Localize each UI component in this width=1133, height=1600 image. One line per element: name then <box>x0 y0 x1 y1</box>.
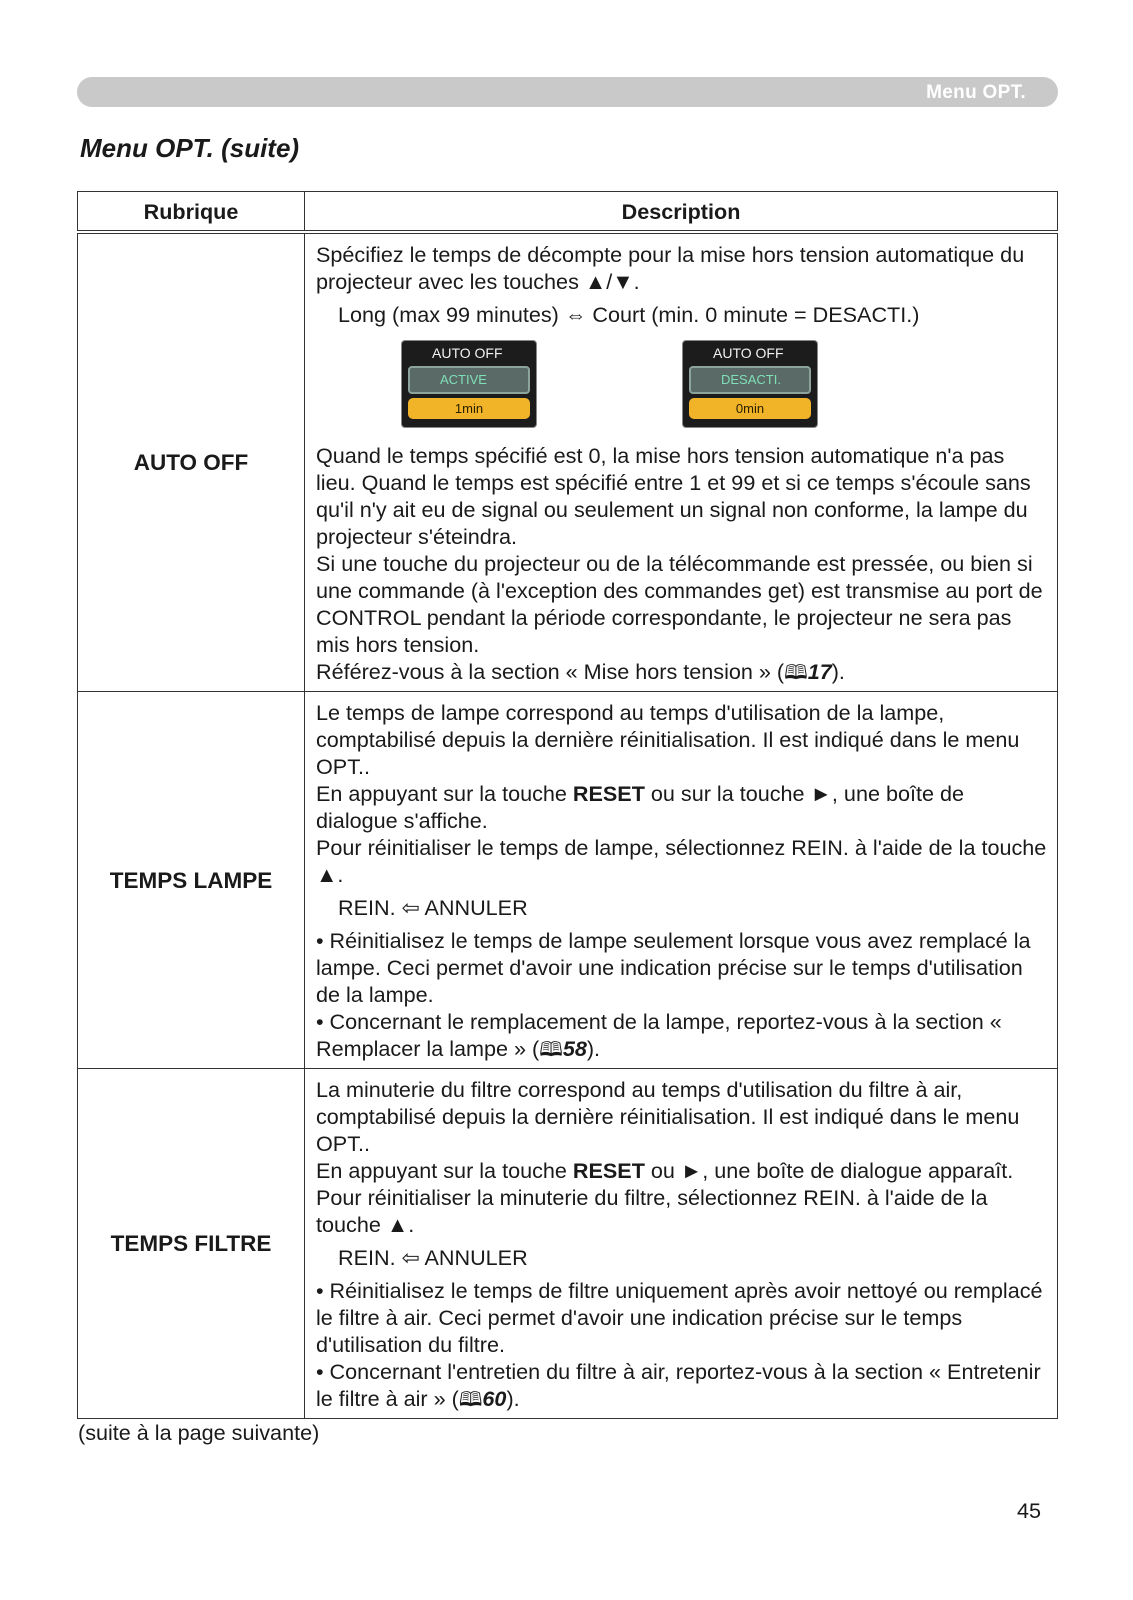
osd-auto-off-desacti <box>682 340 818 428</box>
text: • Concernant l'entretien du filtre à air, reportez-vous à la section « Entretenir le filtre à air » ( <box>316 1359 1041 1411</box>
osd-title: AUTO OFF <box>432 345 503 361</box>
rubrique-temps-lampe: TEMPS LAMPE <box>78 692 305 1069</box>
filtre-intro: La minuterie du filtre correspond au temps d'utilisation du filtre à air, comptabilisé depuis la dernière réinitialisation. Il est indiqué dans le menu OPT.. <box>316 1077 1020 1156</box>
header-label: Menu OPT. <box>926 82 1026 103</box>
description-temps-lampe <box>305 692 1058 1069</box>
header-bar <box>77 77 1058 107</box>
page-ref-link[interactable]: 60 <box>482 1386 507 1411</box>
auto-off-zero-note: Quand le temps spécifié est 0, la mise hors tension automatique n'a pas lieu. Quand le temps est spécifié entre 1 et 99 et si ce temps s'écoule sans qu'il n'y ait eu de signal ou seulement un signal non conforme, la lampe du projecteur s'éteindra. <box>316 443 1031 549</box>
osd-auto-off-active <box>401 340 537 428</box>
text: ). <box>506 1386 520 1411</box>
lampe-bullet-1: • Réinitialisez le temps de lampe seulement lorsque vous avez remplacé la lampe. Ceci permet d'avoir une indication précise sur le temps d'utilisation de la lampe. <box>316 928 1031 1007</box>
table-row <box>78 232 1058 692</box>
description-auto-off <box>305 232 1058 692</box>
lampe-reset-note <box>316 780 1049 834</box>
osd-status: DESACTI. <box>689 366 811 394</box>
header-rubrique: Rubrique <box>78 192 305 233</box>
table-header-row <box>78 192 1058 233</box>
text: ). <box>586 1036 601 1061</box>
osd-examples <box>316 340 1049 428</box>
lampe-intro: Le temps de lampe correspond au temps d'utilisation de la lampe, comptabilisé depuis la dernière réinitialisation. Il est indiqué dans le menu OPT.. <box>316 700 1020 779</box>
lampe-choice: REIN. ⇦ ANNULER <box>338 895 528 920</box>
menu-table <box>77 191 1058 1419</box>
osd-status: ACTIVE <box>408 366 530 394</box>
book-reference-icon: 🕮 <box>458 1389 483 1411</box>
auto-off-reference <box>316 658 1049 685</box>
text: En appuyant sur la touche <box>316 781 573 806</box>
auto-off-key-note: Si une touche du projecteur ou de la télécommande est pressée, ou bien si une commande (à l'exception des commandes get) est transmise au port de CONTROL pendant la période correspondante, le projecteur ne sera pas mis hors tension. <box>316 551 1043 657</box>
rubrique-auto-off: AUTO OFF <box>78 232 305 692</box>
osd-value: 0min <box>689 398 811 419</box>
filtre-reinit-note: Pour réinitialiser la minuterie du filtre, sélectionnez REIN. à l'aide de la touche ▲. <box>316 1185 988 1237</box>
rubrique-temps-filtre: TEMPS FILTRE <box>78 1069 305 1419</box>
reset-key-label: RESET <box>572 781 645 806</box>
lampe-reinit-note: Pour réinitialiser le temps de lampe, sélectionnez REIN. à l'aide de la touche ▲. <box>316 835 1047 887</box>
book-reference-icon: 🕮 <box>784 662 808 684</box>
auto-off-range: Long (max 99 minutes) ⇔ Court (min. 0 minute = DESACTI.) <box>338 302 920 327</box>
auto-off-intro: Spécifiez le temps de décompte pour la mise hors tension automatique du projecteur avec les touches ▲/▼. <box>316 242 1025 294</box>
header-description: Description <box>305 192 1058 233</box>
ref-text: ). <box>831 659 845 684</box>
filtre-reset-note <box>316 1157 1049 1184</box>
description-temps-filtre <box>305 1069 1058 1419</box>
text: En appuyant sur la touche <box>316 1158 573 1183</box>
text: ou ►, une boîte de dialogue apparaît. <box>644 1158 1014 1183</box>
table-row <box>78 1069 1058 1419</box>
page-ref-link[interactable]: 58 <box>562 1036 587 1061</box>
text: • Concernant le remplacement de la lampe, reportez-vous à la section « Remplacer la lampe » ( <box>316 1009 1002 1061</box>
osd-value: 1min <box>408 398 530 419</box>
page-number: 45 <box>1016 1498 1041 1523</box>
osd-title: AUTO OFF <box>713 345 784 361</box>
reset-key-label: RESET <box>572 1158 645 1183</box>
text: ou sur la touche ►, une boîte de dialogue s'affiche. <box>316 781 965 833</box>
filtre-choice: REIN. ⇦ ANNULER <box>338 1245 528 1270</box>
book-reference-icon: 🕮 <box>539 1039 563 1061</box>
filtre-bullet-2 <box>316 1358 1049 1412</box>
filtre-bullet-1: • Réinitialisez le temps de filtre uniquement après avoir nettoyé ou remplacé le filtre à air. Ceci permet d'avoir une indication précise sur le temps d'utilisation du filtre. <box>316 1278 1043 1357</box>
table-row <box>78 692 1058 1069</box>
page-title: Menu OPT. (suite) <box>80 133 300 163</box>
lampe-bullet-2 <box>316 1008 1049 1062</box>
ref-text: Référez-vous à la section « Mise hors tension » ( <box>316 659 785 684</box>
continue-note: (suite à la page suivante) <box>78 1420 320 1445</box>
page-ref-link[interactable]: 17 <box>807 659 832 684</box>
